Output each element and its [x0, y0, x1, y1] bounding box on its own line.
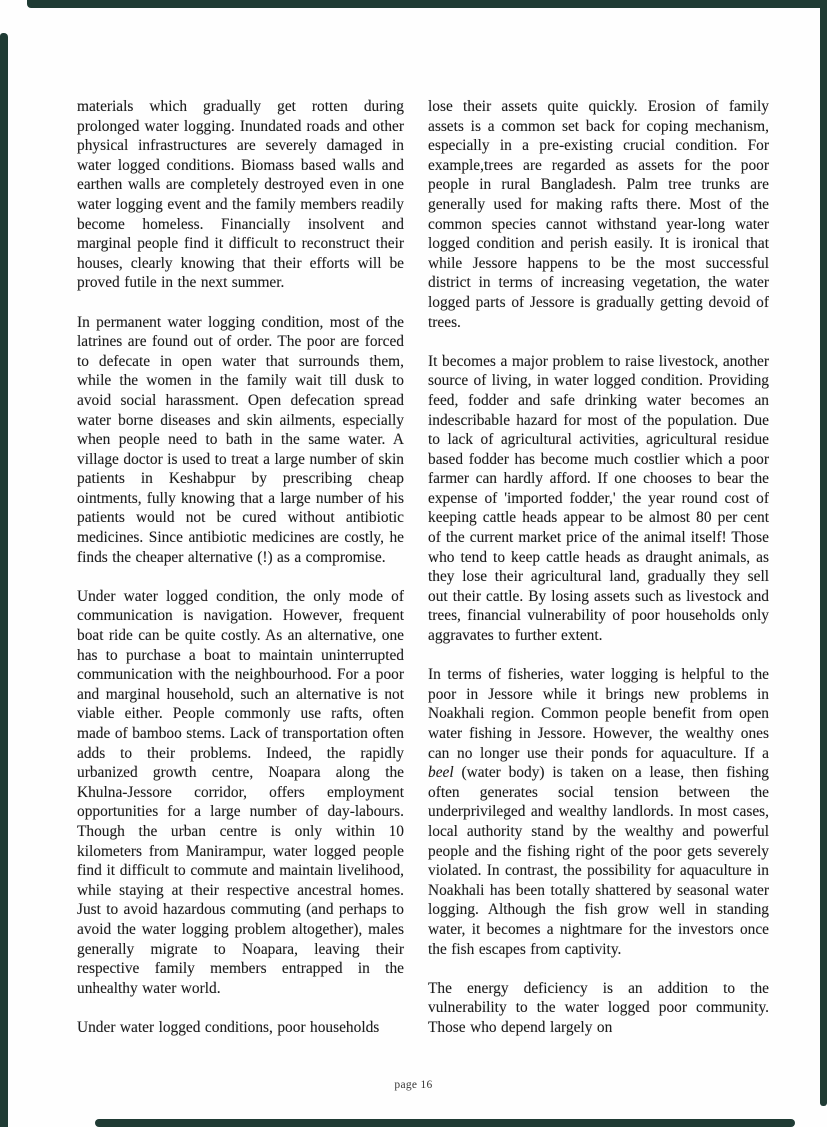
paragraph-materials-rotten: materials which gradually get rotten during prolonged water logging. Inundated roads and other physical infrastructures are severely damaged in water logged conditions. Biomass based walls and earthen walls are completely destroyed even in one water logging event and the family members readily become homeless. Financially insolvent and marginal people find it difficult to reconstruct their houses, clearly knowing that their efforts will be proved futile in the next summer.: [77, 98, 404, 292]
paragraph-livestock-fodder: It becomes a major problem to raise livestock, another source of living, in water logged condition. Providing feed, fodder and safe drinking water becomes an indescribable hazard for most of the population. Due to lack of agricultural activities, agricultural residue based fodder has become much costlier which a poor farmer can hardly afford. If one chooses to bear the expense of 'imported fodder,' the year round cost of keeping cattle heads appear to be almost 80 per cent of the current market price of the animal itself! Those who tend to keep cattle heads as draught animals, as they lose their agricultural land, gradually they sell out their cattle. By losing assets such as livestock and trees, financial vulnerability of poor households only aggravates to further extent.: [428, 352, 769, 645]
text-column-left: [77, 97, 404, 1038]
scan-artifact-top-edge: [27, 0, 827, 8]
scan-artifact-right-edge: [820, 0, 827, 1106]
page-number: page 16: [394, 1079, 433, 1091]
paragraph-latrines-defecation: In permanent water logging condition, most of the latrines are found out of order. The poor are forced to defecate in open water that surrounds them, while the women in the family wait till dusk to avoid social harassment. Open defecation spread water borne diseases and skin ailments, especially when people need to bath in the same water. A village doctor is used to treat a large number of skin patients in Keshabpur by prescribing cheap ointments, fully knowing that a large number of his patients would not be cured without antibiotic medicines. Since antibiotic medicines are costly, he finds the cheaper alternative (!) as a compromise.: [77, 313, 404, 566]
paragraph-energy-deficiency: The energy deficiency is an addition to the vulnerability to the water logged poor community. Those who depend largely on: [428, 979, 769, 1036]
paragraph-navigation-commuting: Under water logged condition, the only mode of communication is navigation. However, frequent boat ride can be quite costly. As an alternative, one has to purchase a boat to maintain uninterrupted communication with the neighbourhood. For a poor and marginal household, such an alternative is not viable either. People commonly use rafts, often made of bamboo stems. Lack of transportation often adds to their problems. Indeed, the rapidly urbanized growth centre, Noapara along the Khulna-Jessore corridor, offers employment opportunities for a large number of day-labours. Though the urban centre is only within 10 kilometers from Manirampur, water logged people find it difficult to commute and maintain livelihood, while staying at their respective ancestral homes. Just to avoid hazardous commuting (and perhaps to avoid the water logging problem altogether), males generally migrate to Noapara, leaving their respective family members entrapped in the unhealthy water world.: [77, 587, 404, 997]
paragraph-asset-erosion: lose their assets quite quickly. Erosion of family assets is a common set back for coping mechanism, especially in a pre-existing crucial condition. For example,trees are regarded as assets for the poor people in rural Bangladesh. Palm tree trunks are generally used for making rafts there. Most of the common species cannot withstand year-long water logged condition and perish easily. It is ironical that while Jessore happens to be the most successful district in terms of increasing vegetation, the water logged parts of Jessore is gradually getting devoid of trees.: [428, 98, 769, 331]
scan-artifact-bottom-edge: [95, 1119, 795, 1127]
paragraph-households-lead-in: Under water logged conditions, poor households: [77, 1018, 380, 1036]
scan-artifact-left-edge: [0, 33, 8, 1127]
paragraph-fisheries-beel: In terms of fisheries, water logging is helpful to the poor in Jessore while it brings new problems in Noakhali region. Common people benefit from open water fishing in Jessore. However, the wealthy ones can no longer use their ponds for aquaculture. If a beel (water body) is taken on a lease, then fishing often generates social tension between the underprivileged and wealthy landlords. In most cases, local authority stand by the wealthy and powerful people and the fishing right of the poor gets severely violated. In contrast, the possibility for aquaculture in Noakhali has been totally shattered by seasonal water logging. Although the fish grow well in standing water, it becomes a nightmare for the investors once the fish escapes from captivity.: [428, 666, 769, 958]
text-column-right: [428, 97, 769, 1038]
